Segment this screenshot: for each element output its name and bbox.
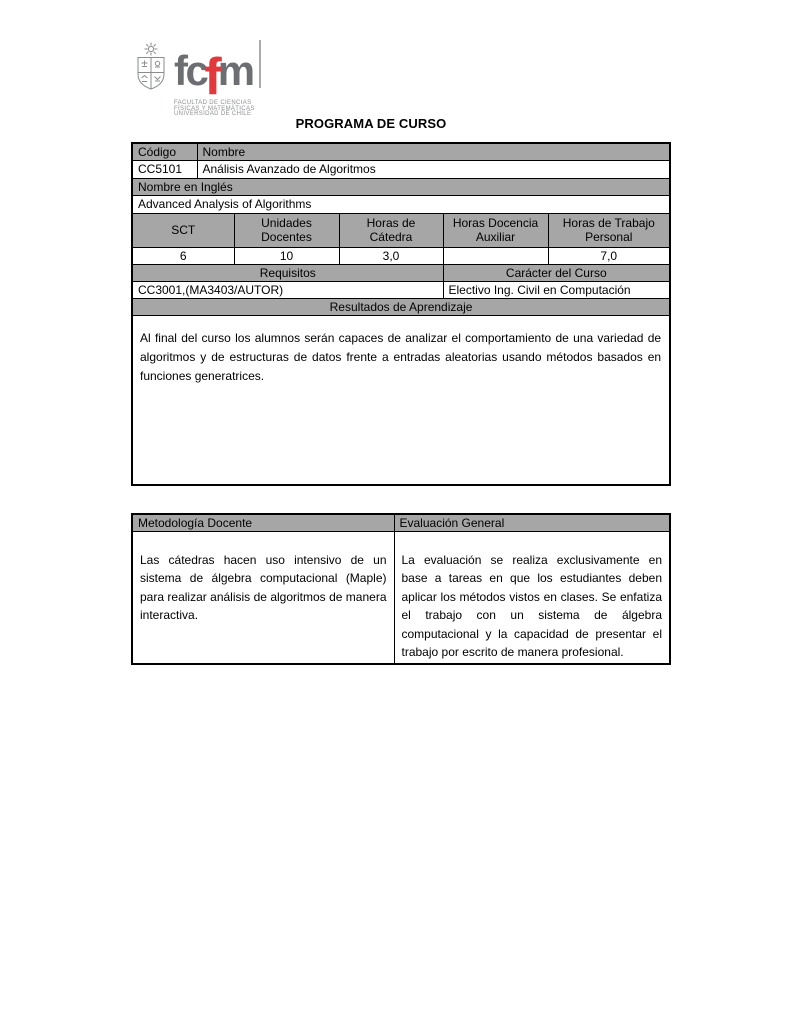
logo-caption-line: UNIVERSIDAD DE CHILE xyxy=(174,111,252,117)
resultados-text-cell: Al final del curso los alumnos serán capaces de analizar el comportamiento de una variedad de algoritmos y de estructuras de datos frente a entradas aleatorias usando métodos basados en funciones generatrices. xyxy=(132,315,670,485)
wordmark-divider-rule xyxy=(259,40,261,88)
horas-docencia-auxiliar-value-cell xyxy=(443,247,548,264)
methodology-evaluation-table xyxy=(131,513,671,665)
horas-docencia-auxiliar-header-cell: Horas Docencia Auxiliar xyxy=(443,213,548,247)
unidades-docentes-header-cell: Unidades Docentes xyxy=(234,213,339,247)
resultados-label-cell: Resultados de Aprendizaje xyxy=(132,298,670,315)
evaluacion-text-cell: La evaluación se realiza exclusivamente en base a tareas en que los estudiantes deben aplicar los métodos vistos en clases. Se enfatiza el trabajo con un sistema de álgebra computacional y la capacidad de presentar el trabajo por escrito de manera profesional. xyxy=(394,531,670,664)
table-row xyxy=(132,195,670,213)
table-row xyxy=(132,247,670,264)
requisitos-label-cell: Requisitos xyxy=(132,264,443,281)
course-info-table xyxy=(131,142,671,486)
table-row xyxy=(132,514,670,531)
sct-value-cell: 6 xyxy=(132,247,234,264)
table-row xyxy=(132,213,670,247)
unidades-docentes-value-cell: 10 xyxy=(234,247,339,264)
logo-caption-line: FÍSICAS Y MATEMÁTICAS xyxy=(174,105,255,112)
table-row xyxy=(132,264,670,281)
logo-caption-line: FACULTAD DE CIENCIAS xyxy=(174,100,252,106)
table-row xyxy=(132,531,670,664)
wordmark-m: m xyxy=(217,47,253,94)
table-row xyxy=(132,143,670,160)
caracter-label-cell: Carácter del Curso xyxy=(443,264,670,281)
table-row xyxy=(132,298,670,315)
metodologia-text-cell: Las cátedras hacen uso intensivo de un sistema de álgebra computacional (Maple) para realizar análisis de algoritmos de manera interactiva. xyxy=(132,531,394,664)
horas-trabajo-personal-value-cell: 7,0 xyxy=(548,247,670,264)
codigo-label-cell: Código xyxy=(132,143,197,160)
evaluacion-label-cell: Evaluación General xyxy=(394,514,670,531)
metodologia-label-cell: Metodología Docente xyxy=(132,514,394,531)
requisitos-value-cell: CC3001,(MA3403/AUTOR) xyxy=(132,281,443,298)
horas-trabajo-personal-header-cell: Horas de Trabajo Personal xyxy=(548,213,670,247)
nombre-ingles-label-cell: Nombre en Inglés xyxy=(132,178,670,195)
caracter-value-cell: Electivo Ing. Civil en Computación xyxy=(443,281,670,298)
nombre-label-cell: Nombre xyxy=(197,143,670,160)
horas-catedra-value-cell: 3,0 xyxy=(339,247,443,264)
table-row xyxy=(132,315,670,485)
wordmark-fc: fc xyxy=(174,47,207,94)
codigo-value-cell: CC5101 xyxy=(132,160,197,178)
horas-catedra-header-cell: Horas de Cátedra xyxy=(339,213,443,247)
fcfm-logo xyxy=(131,42,261,118)
sct-header-cell: SCT xyxy=(132,213,234,247)
table-row xyxy=(132,281,670,298)
nombre-ingles-value-cell: Advanced Analysis of Algorithms xyxy=(132,195,670,213)
nombre-value-cell: Análisis Avanzado de Algoritmos xyxy=(197,160,670,178)
table-row xyxy=(132,178,670,195)
universidad-de-chile-crest-icon xyxy=(131,42,171,92)
table-row xyxy=(132,160,670,178)
page-title: PROGRAMA DE CURSO xyxy=(295,116,447,131)
wordmark-red-f: f xyxy=(204,48,220,106)
